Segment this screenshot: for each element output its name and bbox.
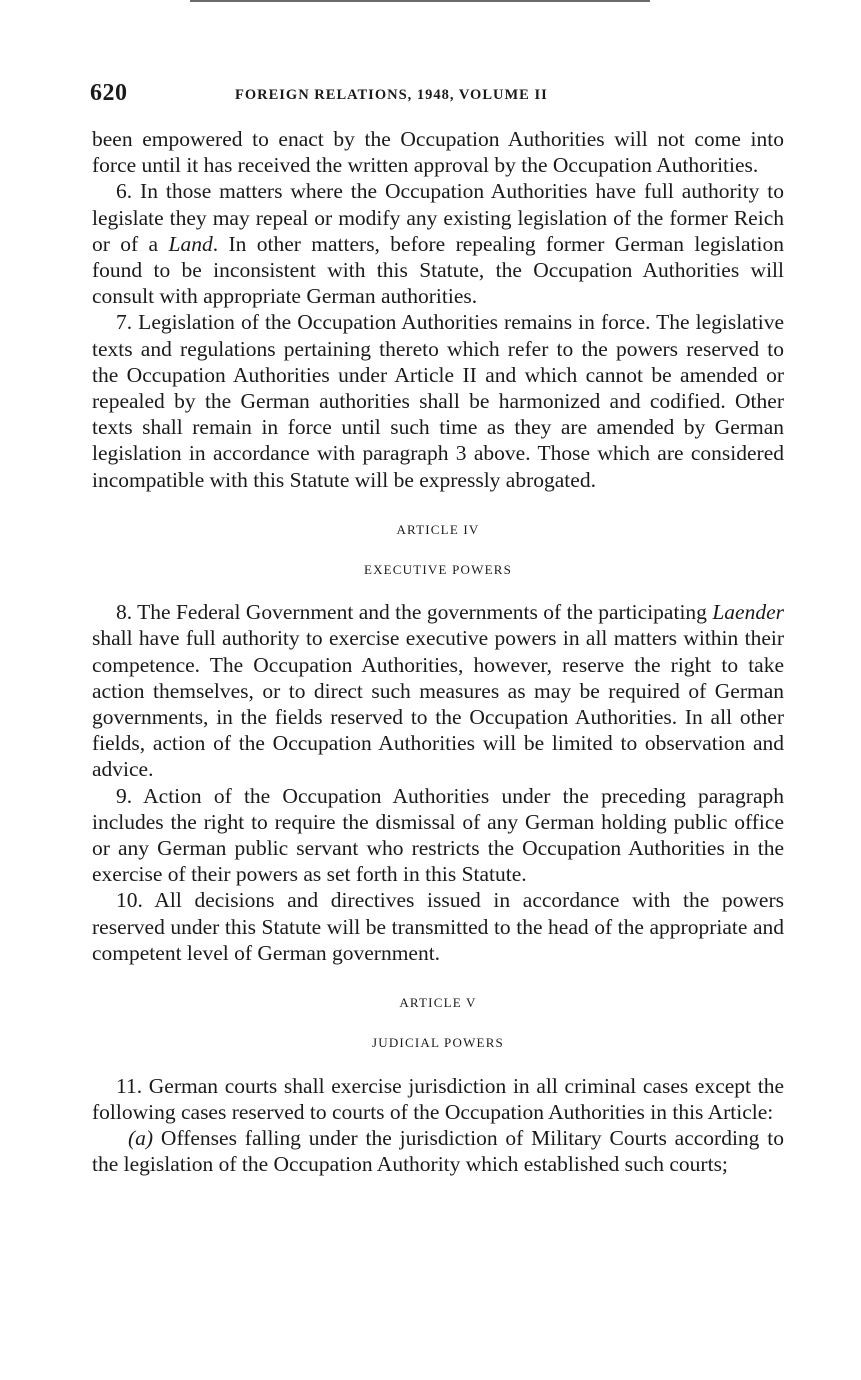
judicial-powers-heading: JUDICIAL POWERS (372, 1035, 504, 1051)
article-v-heading: ARTICLE V (399, 995, 477, 1011)
top-rule (190, 0, 650, 2)
paragraph-7: 7. Legislation of the Occupation Authorities remains in force. The legislative texts and regulations pertaining thereto which refer to the powers reserved to the Occupation Authorities under Article II and which cannot be amended or repealed by the German authorities shall be harmonized and codified. Other texts shall remain in force until such time as they are amended by German legislation in accordance with paragraph 3 above. Those which are considered incompatible with this Statute will be expressly abrogated. (92, 310, 784, 492)
paragraph-11a-label: (a) (128, 1125, 154, 1150)
paragraph-9: 9. Action of the Occupation Authorities under the preceding paragraph includes the right to require the dismissal of any German holding public office or any German public servant who restricts the Occupation Authorities in the exercise of their powers as set forth in this Statute. (92, 783, 784, 887)
paragraph-11a-text: Offenses falling under the jurisdiction of Military Courts according to the legislation of the Occupation Authority which established such courts; (92, 1125, 784, 1177)
paragraph-10: 10. All decisions and directives issued in accordance with the powers reserved under this Statute will be transmitted to the head of the appropriate and competent level of German government. (92, 888, 784, 965)
paragraph-6-text-b: . In other matters, before repealing former German legislation found to be inconsistent with this Statute, the Occupation Authorities will consult with appropriate German authorities. (92, 231, 784, 309)
running-head: FOREIGN RELATIONS, 1948, VOLUME II (235, 87, 548, 103)
paragraph-8 (92, 599, 784, 782)
paragraph-8-text-a: 8. The Federal Government and the governments of the participating (116, 600, 713, 625)
paragraph-11: 11. German courts shall exercise jurisdiction in all criminal cases except the following cases reserved to courts of the Occupation Authorities in this Article: (92, 1073, 784, 1124)
paragraph-continued: been empowered to enact by the Occupation Authorities will not come into force until it has received the written approval by the Occupation Authorities. (92, 127, 784, 178)
executive-powers-heading: EXECUTIVE POWERS (363, 562, 513, 578)
document-body (92, 126, 784, 1177)
page-header (90, 80, 780, 110)
paragraph-8-text-b: shall have full authority to exercise executive powers in all matters within their competence. The Occupation Authorities, however, reserve the right to take action themselves, or to direct such measures as may be required of German governments, in the fields reserved to the Occupation Authorities. In all other fields, action of the Occupation Authorities will be limited to observation and advice. (92, 626, 784, 782)
paragraph-6-text-a: 6. In those matters where the Occupation Authorities have full authority to legislate they may repeal or modify any existing legislation of the former Reich or of a (92, 179, 784, 256)
page-number: 620 (90, 80, 128, 106)
paragraph-6 (92, 178, 784, 309)
article-iv-heading: ARTICLE IV (396, 521, 480, 537)
paragraph-11a (92, 1125, 784, 1177)
paragraph-8-emphasis: Laender (712, 600, 784, 625)
paragraph-6-emphasis: Land (168, 231, 213, 256)
